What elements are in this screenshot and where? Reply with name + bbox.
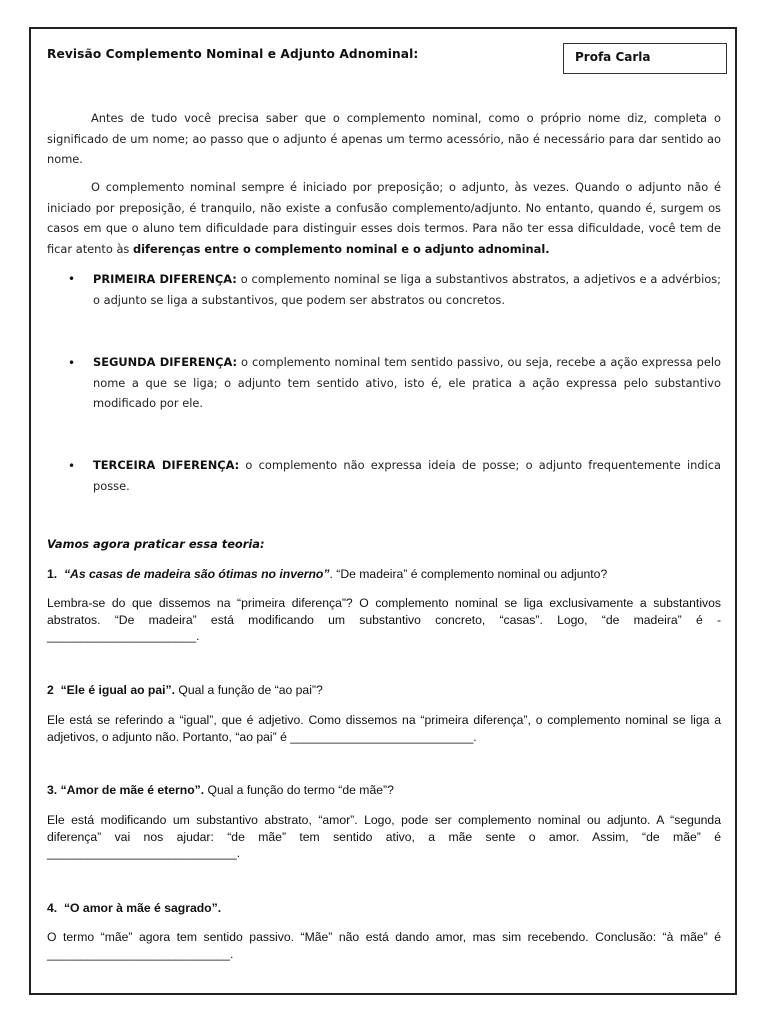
practice-heading: Vamos agora praticar essa teoria:: [47, 537, 265, 551]
intro-paragraph-2-text: O complemento nominal sempre é iniciado por preposição; o adjunto, às vezes. Quando o adjunto não é iniciado por preposição, é tranquilo, não existe a confusão complemento/adjunto. No entanto, quando é, surgem os casos em que o aluno tem dificuldade para distinguir esses dois termos. Para não ter essa dificuldade, você tem de ficar atento às: [47, 180, 721, 256]
difference-item-2: [93, 352, 721, 414]
difference-text: o complemento nominal tem sentido passivo, ou seja, recebe a ação expressa pelo nome a que se liga; o adjunto tem sentido ativo, isto é, ele pratica a ação expressa pelo substantivo modificado por ele.: [93, 355, 722, 410]
difference-label: PRIMEIRA DIFERENÇA:: [93, 272, 237, 286]
difference-label: SEGUNDA DIFERENÇA:: [93, 355, 238, 369]
bullet-marker: •: [68, 459, 76, 473]
difference-label: TERCEIRA DIFERENÇA:: [93, 458, 240, 472]
question-text: . “De madeira” é complemento nominal ou adjunto?: [329, 567, 608, 581]
answer-2: Ele está se referindo a “igual”, que é adjetivo. Como dissemos na “primeira diferença”, o complemento nominal se liga a adjetivos, o adjunto não. Portanto, “ao pai” é ___________________________.: [47, 713, 721, 744]
question-4: [47, 901, 221, 915]
difference-text: o complemento não expressa ideia de posse; o adjunto frequentemente indica posse.: [93, 458, 721, 493]
question-number: 4.: [47, 901, 58, 915]
question-quote: “Ele é igual ao pai”.: [60, 683, 176, 697]
question-2: [47, 683, 323, 697]
difference-item-3: [93, 455, 721, 496]
question-quote: “Amor de mãe é eterno”.: [60, 783, 205, 797]
question-number: 2: [47, 683, 54, 697]
intro-paragraph-2: [47, 177, 721, 259]
question-1: [47, 567, 607, 581]
question-text: Qual a função de “ao pai”?: [175, 683, 323, 697]
bullet-marker: •: [68, 272, 76, 286]
question-text: Qual a função do termo “de mãe”?: [204, 783, 394, 797]
intro-paragraph-1: Antes de tudo você precisa saber que o complemento nominal, como o próprio nome diz, completa o significado de um nome; ao passo que o adjunto é apenas um termo acessório, não é necessário para dar sentido ao nome.: [47, 111, 721, 166]
question-number: 3.: [47, 783, 58, 797]
question-quote: “O amor à mãe é sagrado”.: [63, 901, 222, 915]
difference-text: o complemento nominal se liga a substantivos abstratos, a adjetivos e a advérbios; o adjunto se liga a substantivos, que podem ser abstratos ou concretos.: [93, 272, 721, 307]
bullet-marker: •: [68, 356, 76, 370]
document-title: Revisão Complemento Nominal e Adjunto Adnominal:: [47, 47, 419, 61]
difference-item-1: [93, 269, 721, 310]
question-number: 1.: [47, 567, 58, 581]
question-3: [47, 783, 394, 797]
teacher-name: Profa Carla: [575, 50, 651, 64]
answer-1: Lembra-se do que dissemos na “primeira diferença”? O complemento nominal se liga exclusivamente a substantivos abstratos. “De madeira” está modificando um substantivo concreto, “casas”. Logo, “de madeira” é - ______________________.: [47, 596, 721, 643]
question-quote: “As casas de madeira são ótimas no inverno”: [63, 567, 330, 581]
answer-4: O termo “mãe” agora tem sentido passivo. “Mãe” não está dando amor, mas sim recebendo. Conclusão: “à mãe” é ___________________________.: [47, 930, 721, 961]
intro-paragraph-2-emphasis: diferenças entre o complemento nominal e o adjunto adnominal.: [133, 241, 550, 256]
answer-3: Ele está modificando um substantivo abstrato, “amor”. Logo, pode ser complemento nominal ou adjunto. A “segunda diferença” vai nos ajudar: “de mãe” tem sentido ativo, a mãe sente o amor. Assim, “de mãe” é ____________________________.: [47, 813, 721, 860]
